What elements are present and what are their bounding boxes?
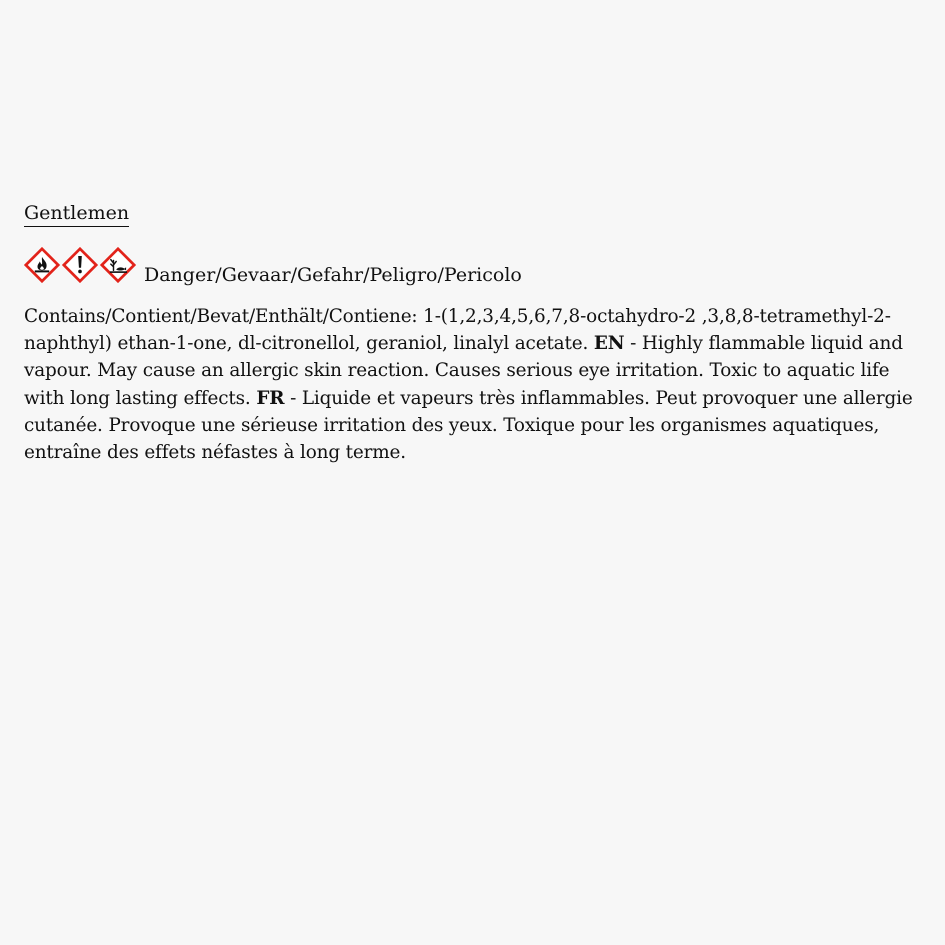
signal-word: Danger/Gevaar/Gefahr/Peligro/Pericolo xyxy=(144,264,522,286)
label-panel xyxy=(24,200,921,485)
hazard-statement xyxy=(24,303,921,466)
flame-icon xyxy=(24,247,60,283)
hazard-pictograms xyxy=(24,247,136,283)
contains-text: Contains/Contient/Bevat/Enthält/Contiene: 1-(1,2,3,4,5,6,7,8-octahydro-2 ,3,8,8-tetramethyl-2-naphthyl) ethan-1-one, dl-citronellol, geraniol, linalyl acetate. xyxy=(24,306,891,355)
environment-icon xyxy=(100,247,136,283)
fr-text: - Liquide et vapeurs très inflammables. Peut provoquer une allergie cutanée. Provoque une sérieuse irritation des yeux. Toxique pour les organismes aquatiques, entraîne des effets néfastes à long terme. xyxy=(24,387,913,464)
fr-tag: FR xyxy=(256,387,285,409)
hazard-row xyxy=(24,243,921,286)
exclamation-icon xyxy=(62,247,98,283)
en-tag: EN xyxy=(593,333,625,355)
product-name: Gentlemen xyxy=(24,200,129,227)
en-text: - Highly flammable liquid and vapour. May cause an allergic skin reaction. Causes serious eye irritation. Toxic to aquatic life with long lasting effects. xyxy=(24,333,903,409)
